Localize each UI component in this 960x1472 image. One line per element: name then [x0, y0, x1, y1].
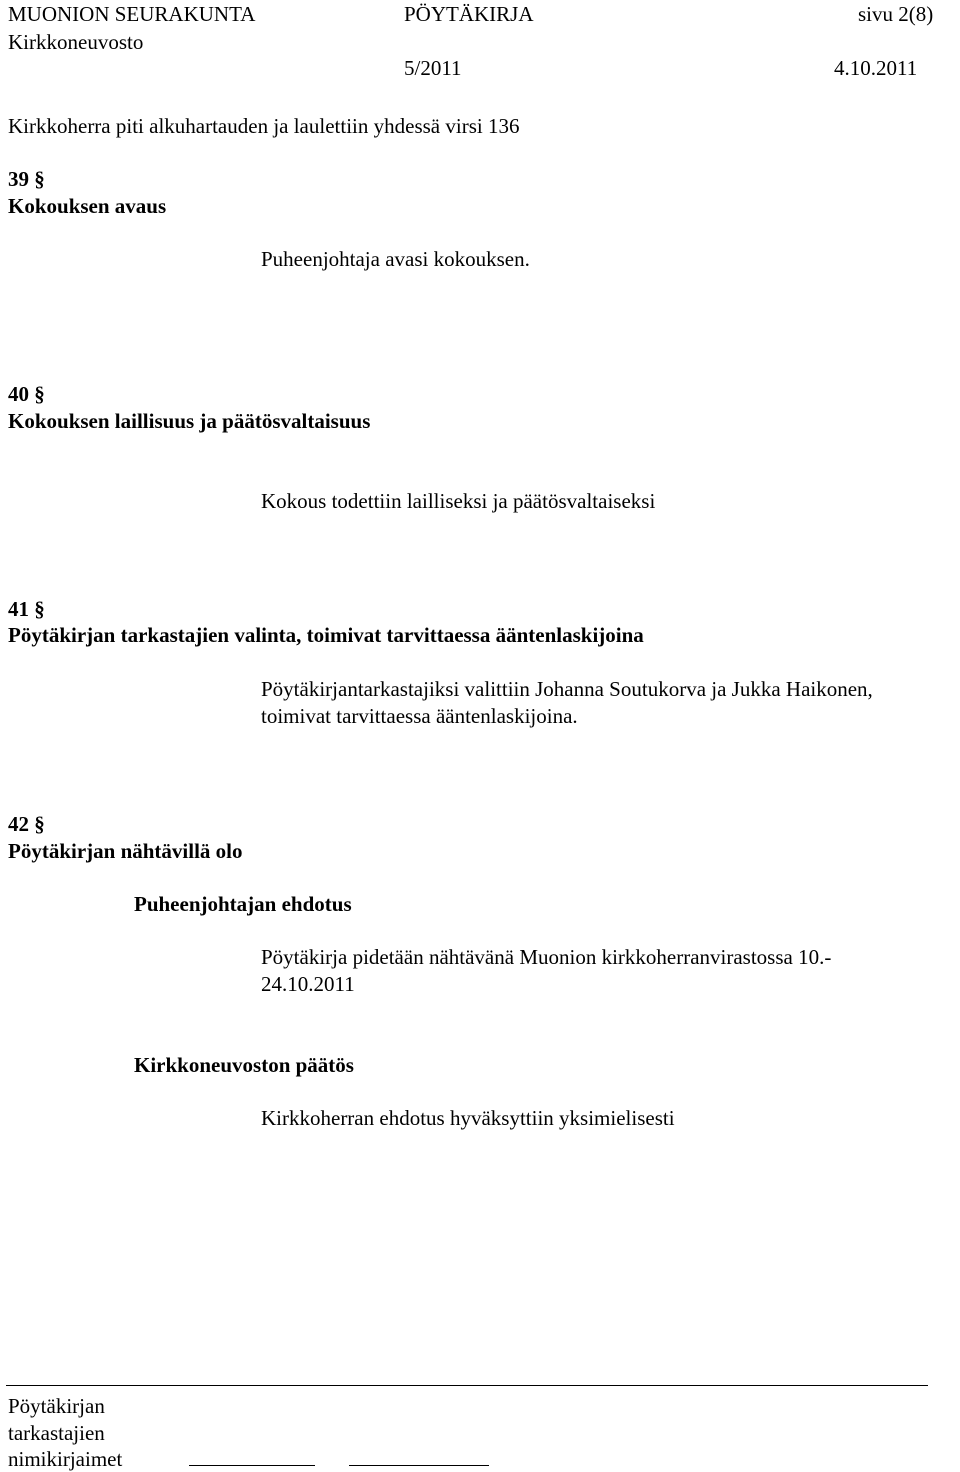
- section-40-title: Kokouksen laillisuus ja päätösvaltaisuus: [8, 409, 371, 433]
- organization-name: MUONION SEURAKUNTA: [8, 2, 256, 26]
- decision-heading: Kirkkoneuvoston päätös: [134, 1053, 354, 1077]
- section-39-number: 39 §: [8, 167, 45, 191]
- initials-line-2: [349, 1465, 489, 1466]
- footer-label-line2: tarkastajien: [8, 1421, 105, 1445]
- footer-label-line3: nimikirjaimet: [8, 1447, 123, 1471]
- decision-text: Kirkkoherran ehdotus hyväksyttiin yksimielisesti: [261, 1106, 675, 1130]
- section-39-text: Puheenjohtaja avasi kokouksen.: [261, 247, 530, 271]
- footer-label-line1: Pöytäkirjan: [8, 1394, 105, 1418]
- document-type: PÖYTÄKIRJA: [404, 2, 534, 26]
- section-41-text-line1: Pöytäkirjantarkastajiksi valittiin Johanna Soutukorva ja Jukka Haikonen,: [261, 677, 873, 701]
- intro-text: Kirkkoherra piti alkuhartauden ja laulettiin yhdessä virsi 136: [8, 114, 520, 138]
- proposal-text-line1: Pöytäkirja pidetään nähtävänä Muonion kirkkoherranvirastossa 10.-: [261, 945, 832, 969]
- initials-line-1: [189, 1465, 315, 1466]
- section-40-text: Kokous todettiin lailliseksi ja päätösvaltaiseksi: [261, 489, 656, 513]
- footer-divider: [6, 1385, 928, 1386]
- section-42-number: 42 §: [8, 812, 45, 836]
- section-41-text-line2: toimivat tarvittaessa ääntenlaskijoina.: [261, 704, 578, 728]
- section-42-title: Pöytäkirjan nähtävillä olo: [8, 839, 243, 863]
- meeting-date: 4.10.2011: [834, 56, 918, 80]
- proposal-text-line2: 24.10.2011: [261, 972, 355, 996]
- page-number: sivu 2(8): [858, 2, 934, 26]
- section-41-title: Pöytäkirjan tarkastajien valinta, toimivat tarvittaessa ääntenlaskijoina: [8, 623, 644, 647]
- section-40-number: 40 §: [8, 382, 45, 406]
- proposal-heading: Puheenjohtajan ehdotus: [134, 892, 352, 916]
- meeting-number: 5/2011: [404, 56, 462, 80]
- meeting-body: Kirkkoneuvosto: [8, 30, 144, 54]
- section-39-title: Kokouksen avaus: [8, 194, 167, 218]
- section-41-number: 41 §: [8, 597, 45, 621]
